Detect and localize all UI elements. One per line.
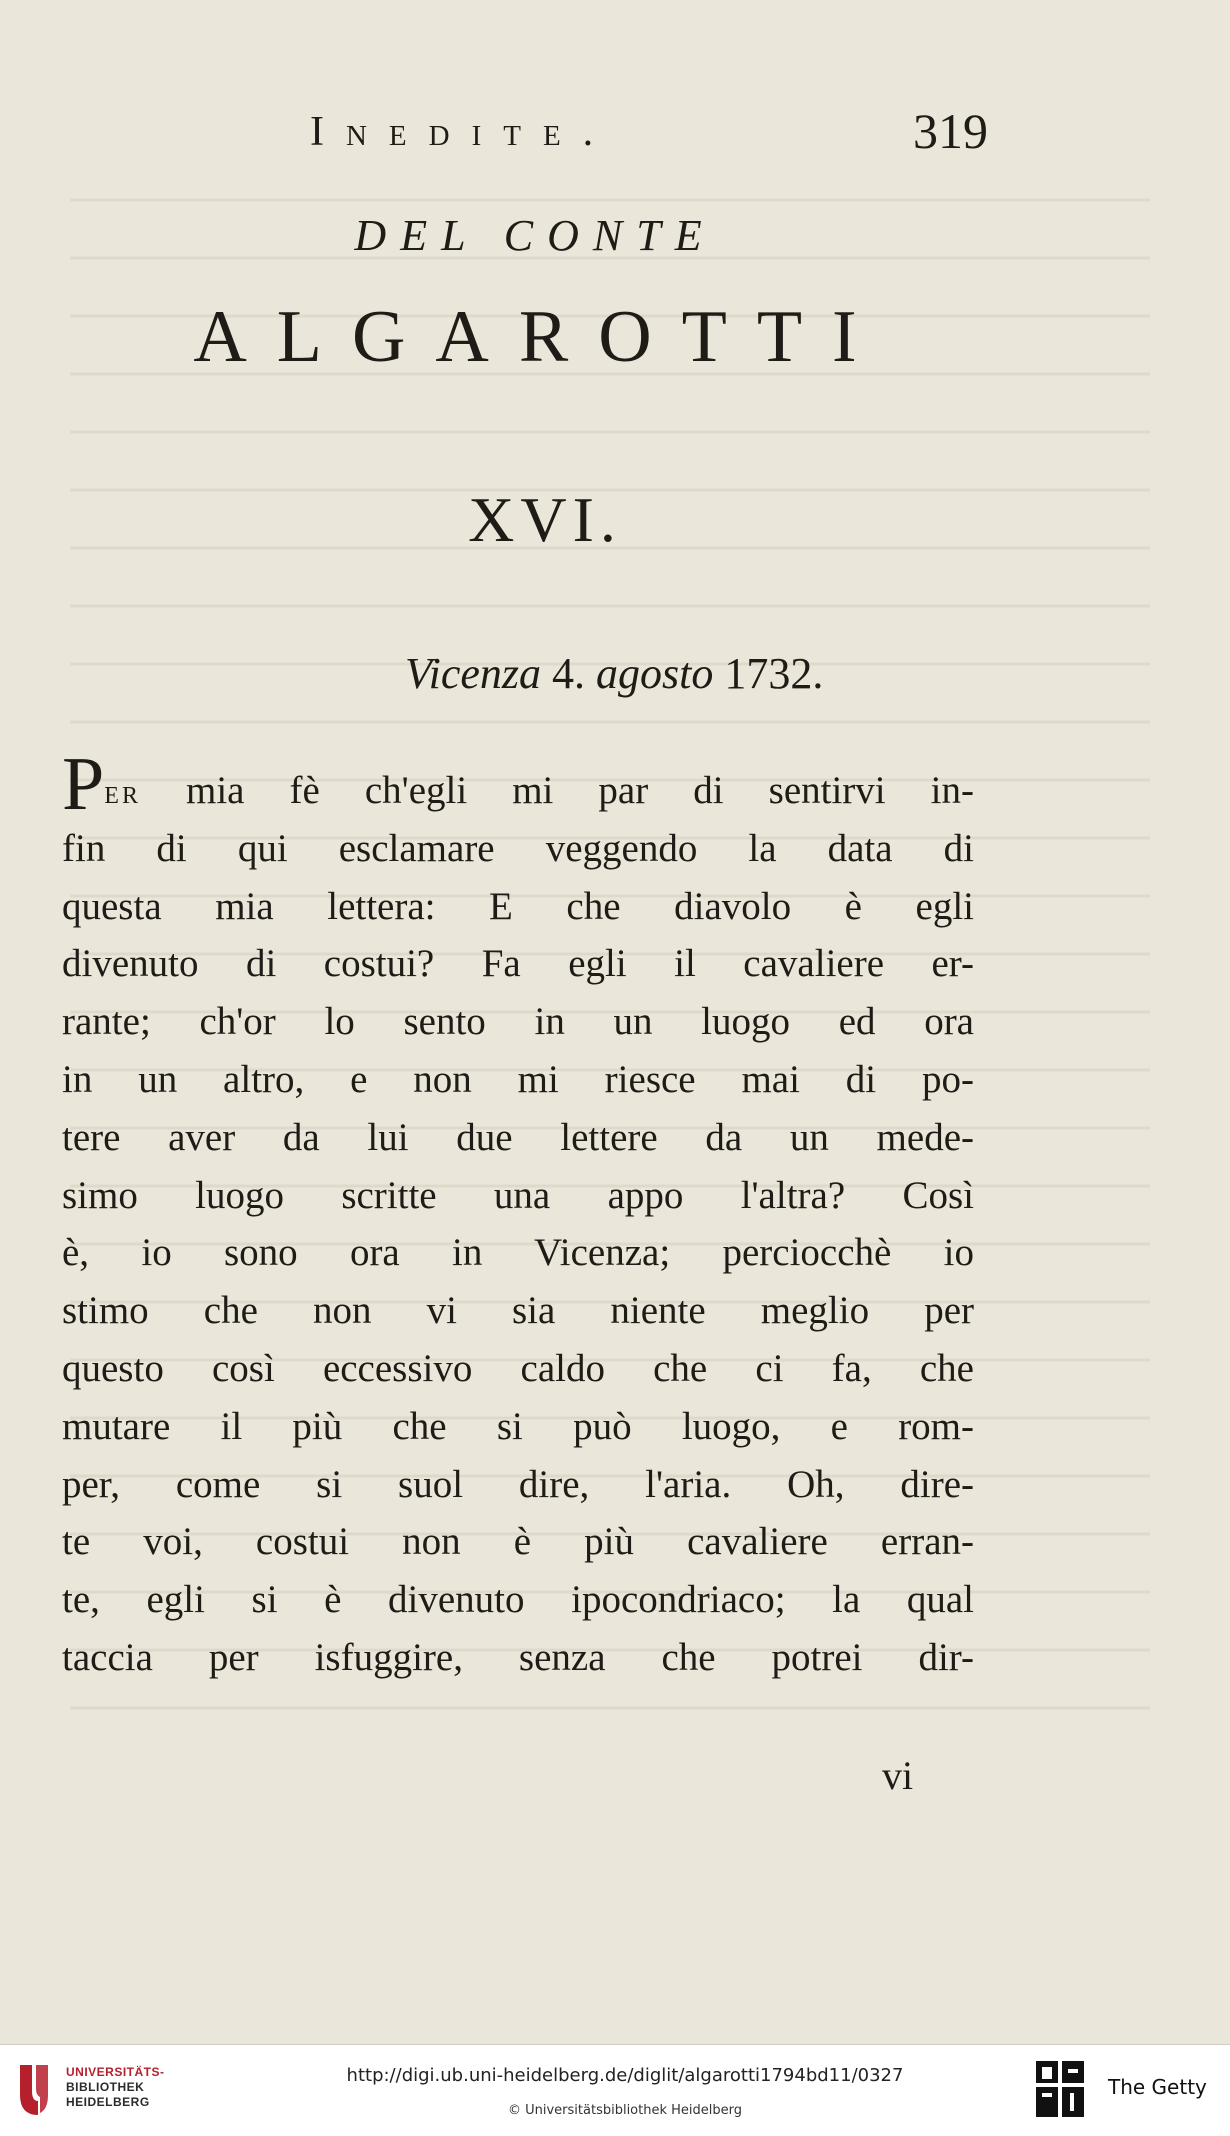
body-line-1	[62, 742, 974, 826]
page-number: 319	[913, 103, 988, 159]
heading-del-conte: DEL CONTE	[354, 211, 716, 260]
library-name-line-2: BIBLIOTHEK	[66, 2080, 145, 2094]
running-head-title: Inedite.	[310, 109, 616, 155]
body-line-text: mutare il più che si può luogo, e rom-	[62, 1404, 974, 1448]
heading-author: ALGAROTTI	[193, 296, 887, 378]
partner-name: The Getty	[1108, 2075, 1207, 2099]
permalink-url[interactable]: http://digi.ub.uni-heidelberg.de/diglit/algarotti1794bd11/0327	[346, 2065, 904, 2086]
body-line-text: in un altro, e non mi riesce mai di po-	[62, 1057, 974, 1101]
body-line-text: rante; ch'or lo sento in un luogo ed ora	[62, 1000, 974, 1044]
library-name-line-3: HEIDELBERG	[66, 2095, 150, 2109]
dateline	[405, 648, 823, 699]
body-line-text: te, egli si è divenuto ipocondriaco; la qual	[62, 1578, 974, 1622]
letter-number: XVI.	[468, 484, 622, 555]
body-line-text: divenuto di costui? Fa egli il cavaliere er-	[62, 942, 974, 986]
dateline-year: 1732.	[724, 649, 824, 698]
body-line-text: taccia per isfuggire, senza che potrei dir-	[62, 1635, 974, 1679]
dateline-month: agosto	[596, 649, 714, 698]
body-line-text: tere aver da lui due lettere da un mede-	[62, 1115, 974, 1159]
letter-body	[62, 742, 974, 1687]
body-line-text: simo luogo scritte una appo l'altra? Così	[62, 1173, 974, 1217]
body-line-text: fin di qui esclamare veggendo la data di	[62, 826, 974, 870]
drop-cap: P	[62, 742, 105, 826]
body-line-text: mia fè ch'egli mi par di sentirvi in-	[140, 769, 974, 812]
dateline-day: 4.	[552, 649, 586, 698]
viewer-footer	[0, 2044, 1230, 2136]
body-line-text: è, io sono ora in Vicenza; perciocchè io	[62, 1231, 974, 1275]
body-line-text: stimo che non vi sia niente meglio per	[62, 1289, 974, 1333]
getty-logo-icon	[1034, 2059, 1086, 2121]
body-line-text: per, come si suol dire, l'aria. Oh, dire-	[62, 1462, 974, 1506]
dateline-place: Vicenza	[405, 649, 542, 698]
body-line-text: questa mia lettera: E che diavolo è egli	[62, 884, 974, 928]
body-line-text: te voi, costui non è più cavaliere erran-	[62, 1520, 974, 1564]
first-word-rest: er	[104, 774, 141, 811]
body-line-text: questo così eccessivo caldo che ci fa, che	[62, 1346, 974, 1390]
library-name-line-1: UNIVERSITÄTS-	[66, 2065, 165, 2079]
copyright-notice: © Universitätsbibliothek Heidelberg	[507, 2103, 742, 2118]
running-head	[0, 103, 1230, 168]
catchword: vi	[882, 1753, 914, 1798]
